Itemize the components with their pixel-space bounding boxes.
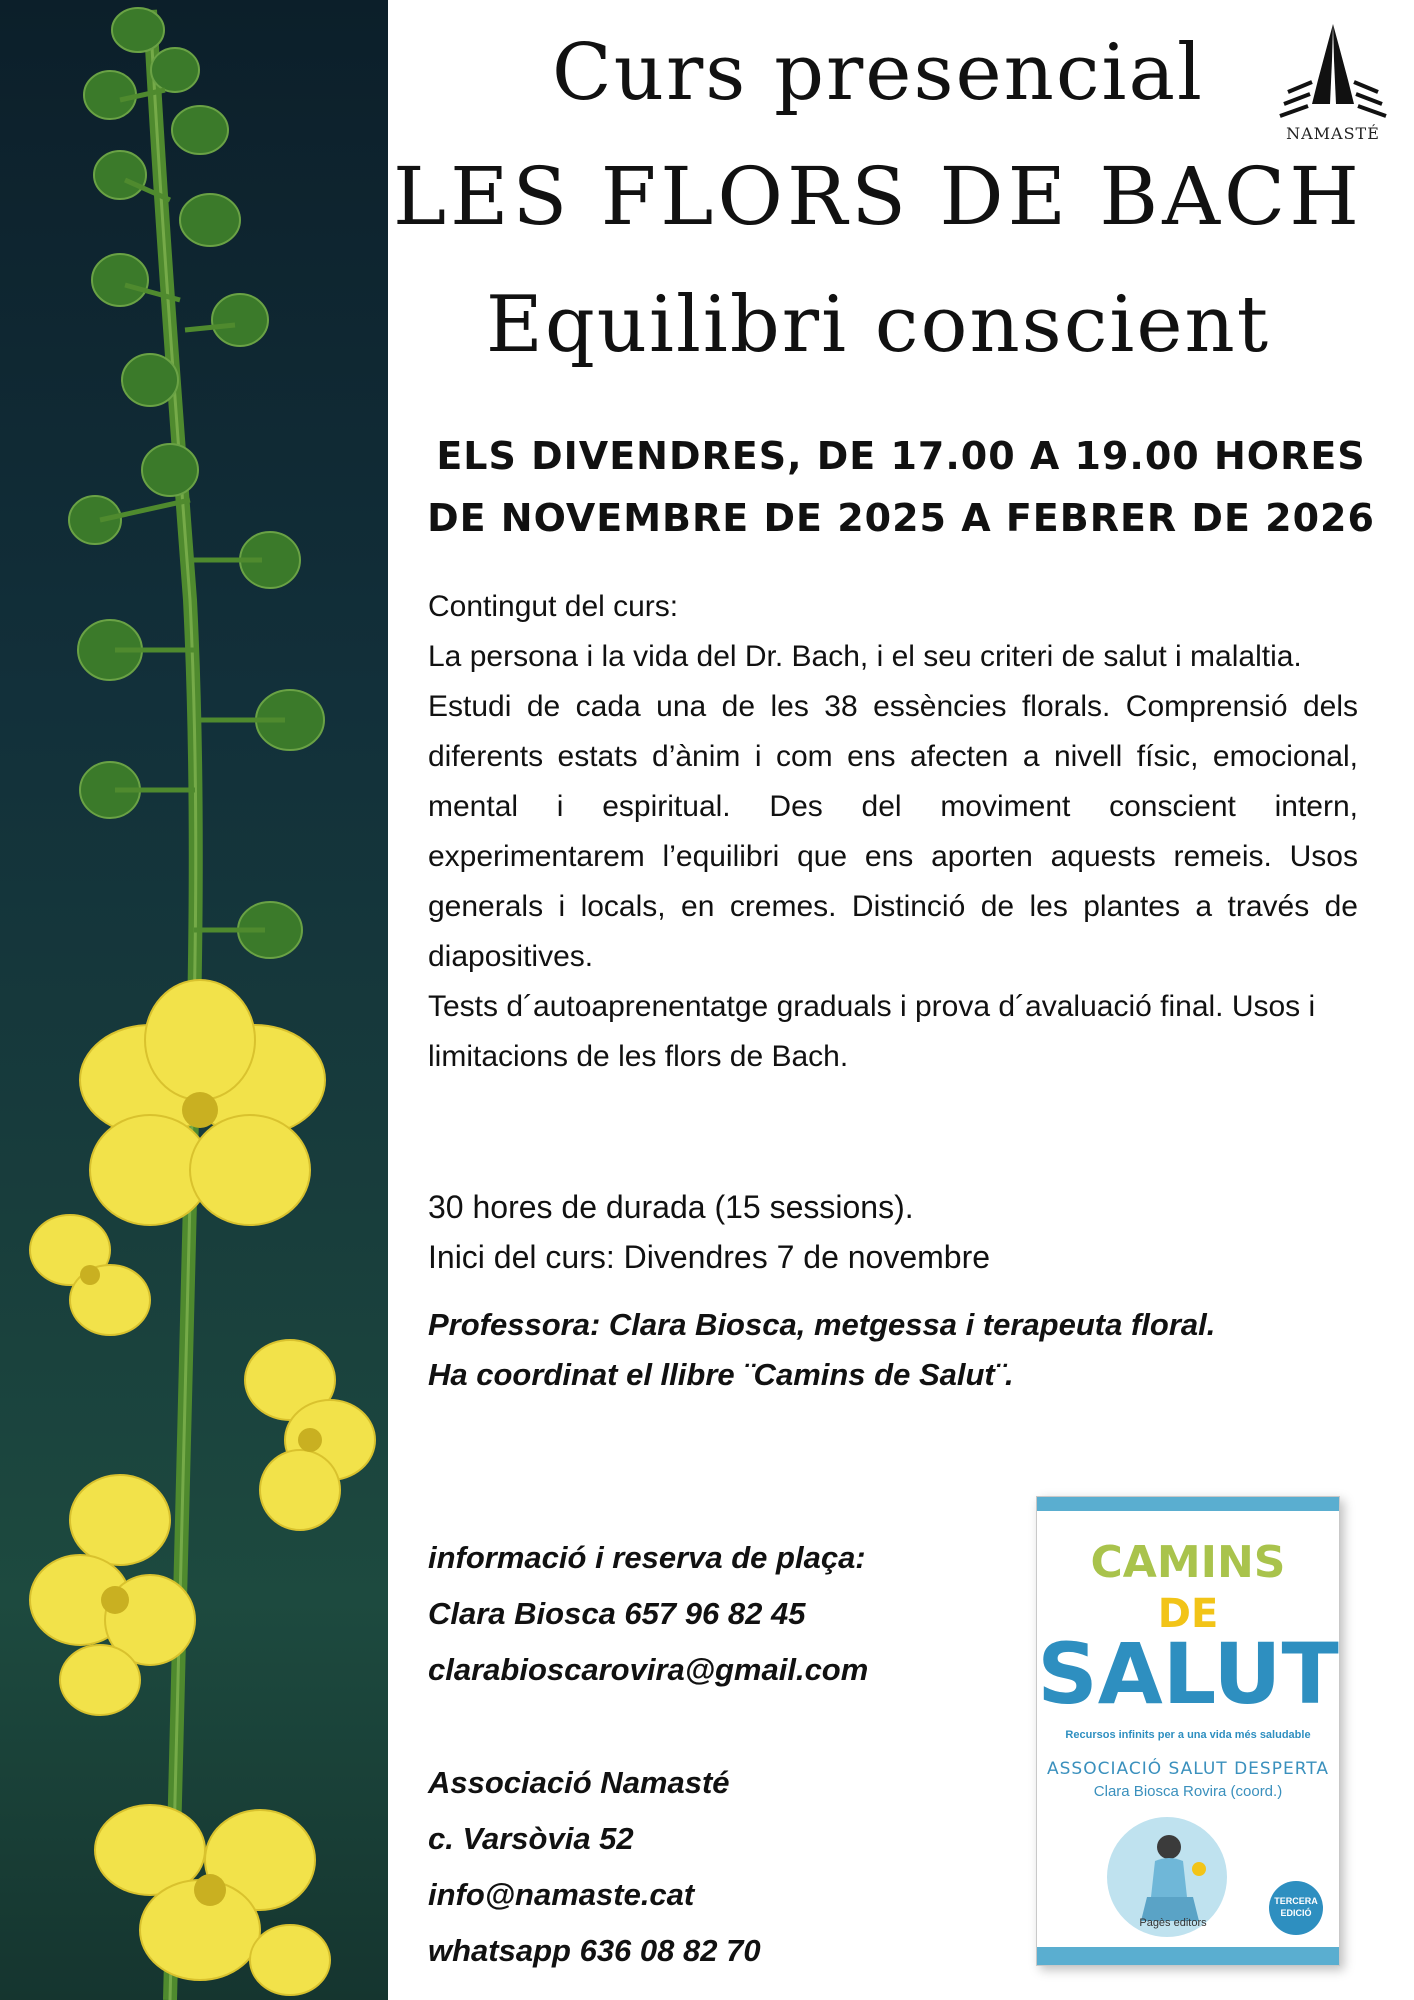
course-start: Inici del curs: Divendres 7 de novembre — [428, 1239, 991, 1275]
association-info — [428, 1755, 1008, 1979]
association-name: Associació Namasté — [428, 1765, 730, 1800]
course-contents — [428, 582, 1358, 1082]
contents-paragraph-3: Tests d´autoaprenentatge graduals i prova d´avaluació final. Usos i limitacions de les flors de Bach. — [428, 990, 1316, 1073]
contact-info — [428, 1530, 1008, 1698]
contact-heading: informació i reserva de plaça: — [428, 1540, 866, 1575]
agrimony-plant-illustration — [0, 0, 388, 2000]
contact-email[interactable]: clarabioscarovira@gmail.com — [428, 1652, 869, 1687]
teacher-info — [428, 1300, 1358, 1400]
praying-hands-icon — [1268, 20, 1398, 124]
book-bottom-stripe — [1037, 1947, 1339, 1965]
book-cover — [1036, 1496, 1340, 1966]
book-title-camins: CAMINS — [1090, 1537, 1286, 1588]
logo-name: NAMASTÉ — [1286, 124, 1380, 143]
book-publisher: Pagès editors — [1139, 1917, 1207, 1929]
book-title-salut: SALUT — [1037, 1625, 1339, 1723]
book-title-de: DE — [1157, 1591, 1219, 1637]
flower-photo — [0, 0, 388, 2000]
schedule-days: ELS DIVENDRES, DE 17.00 A 19.00 HORES — [436, 434, 1366, 478]
book-top-stripe — [1037, 1497, 1339, 1511]
contact-phone[interactable]: Clara Biosca 657 96 82 45 — [428, 1596, 806, 1631]
book-author: Clara Biosca Rovira (coord.) — [1093, 1783, 1283, 1800]
association-address: c. Varsòvia 52 — [428, 1821, 634, 1856]
contents-paragraph-1: La persona i la vida del Dr. Bach, i el seu criteri de salut i malaltia. — [428, 640, 1302, 673]
course-subtitle: Equilibri conscient — [485, 280, 1271, 370]
schedule-period: DE NOVEMBRE DE 2025 A FEBRER DE 2026 — [427, 496, 1375, 540]
book-edition-badge: TERCERA EDICIÓ — [1269, 1881, 1323, 1935]
course-name-title: LES FLORS DE BACH — [393, 150, 1363, 243]
course-duration: 30 hores de durada (15 sessions). — [428, 1189, 914, 1225]
contents-heading: Contingut del curs: — [428, 590, 679, 623]
association-whatsapp[interactable]: whatsapp 636 08 82 70 — [428, 1933, 761, 1968]
course-type-title: Curs presencial — [552, 28, 1204, 118]
course-details — [428, 1182, 1358, 1282]
contents-paragraph-2: Estudi de cada una de les 38 essències florals. Comprensió dels diferents estats d’ànim i com ens afecten a nivell físic, emocional, mental i espiritual. Des del moviment conscient intern, experimentarem l’equilibri que ens aporten aquests remeis. Usos generals i locals, en cremes. Distinció de les plantes a través de diapositives. — [428, 690, 1358, 973]
book-subtitle: Recursos infinits per a una vida més saludable — [1065, 1729, 1311, 1741]
teacher-description: Professora: Clara Biosca, metgessa i terapeuta floral. — [428, 1307, 1216, 1342]
namaste-logo — [1268, 20, 1398, 150]
teacher-book: Ha coordinat el llibre ¨Camins de Salut¨. — [428, 1357, 1014, 1392]
association-email[interactable]: info@namaste.cat — [428, 1877, 695, 1912]
poster-content — [388, 0, 1414, 2000]
book-association: ASSOCIACIÓ SALUT DESPERTA — [1047, 1759, 1329, 1779]
